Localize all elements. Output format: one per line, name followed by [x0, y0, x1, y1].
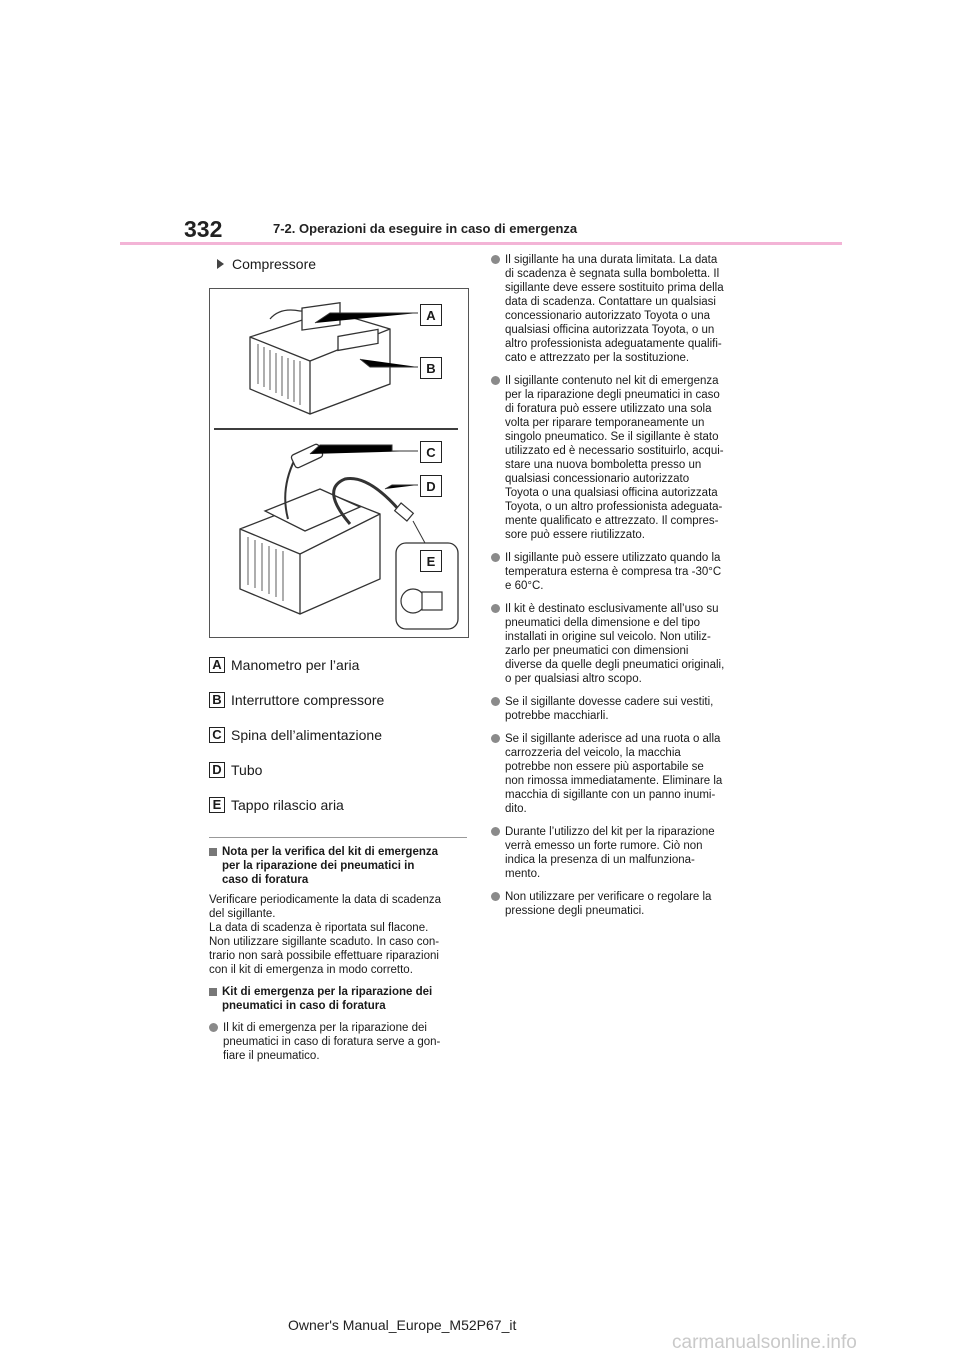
callout-e-label: E: [420, 550, 442, 572]
legend-item: [209, 647, 469, 682]
circle-bullet-icon: [491, 376, 500, 385]
circle-bullet-icon: [209, 1023, 218, 1032]
legend-item: [209, 752, 469, 787]
compressor-drawing: [210, 289, 468, 637]
figure-legend: [209, 647, 469, 822]
legend-letter: C: [209, 727, 225, 743]
footer-manual-id: Owner's Manual_Europe_M52P67_it: [288, 1317, 517, 1333]
circle-bullet-icon: [491, 255, 500, 264]
note-paragraph: Verificare periodicamente la data di scadenza del sigillante. La data di scadenza è riportata sul flacone. Non utilizzare sigillante scaduto. In caso con- trario non sarà possibile effettuare riparazioni con il kit di emergenza in modo corretto.: [209, 894, 442, 976]
circle-bullet-icon: [491, 697, 500, 706]
bullet-item: [491, 732, 761, 816]
legend-letter: A: [209, 657, 225, 673]
bullet-item: [491, 253, 761, 365]
bullet-item: [209, 1021, 469, 1063]
legend-label: Tappo rilascio aria: [231, 796, 344, 813]
header-divider: [120, 242, 842, 245]
callout-c-label: C: [420, 441, 442, 463]
legend-item: [209, 787, 469, 822]
bullet-text: Il sigillante ha una durata limitata. La data di scadenza è segnata sulla bomboletta. Il sigillante deve essere sostituito prima della data di scadenza. Contattare un qualsiasi concessionario autorizzato Toyota o una qualsiasi officina autorizzata Toyota, o un altro professionista adeguatamente qualifi- cato e attrezzato per la sostituzione.: [505, 254, 724, 364]
square-bullet-icon: [209, 848, 217, 856]
bullet-text: Il kit è destinato esclusivamente all’uso su pneumatici della dimensione e del tipo installati in origine sul veicolo. Non utiliz- zarlo per pneumatici con dimensioni diverse da quelle degli pneumatici originali, o per qualsiasi altro scopo.: [505, 603, 725, 685]
legend-letter: B: [209, 692, 225, 708]
section-title: 7-2. Operazioni da eseguire in caso di emergenza: [273, 221, 578, 236]
bullet-item: [491, 602, 761, 686]
callout-d-label: D: [420, 475, 442, 497]
circle-bullet-icon: [491, 827, 500, 836]
bullet-text: Non utilizzare per verificare o regolare la pressione degli pneumatici.: [505, 891, 712, 917]
bullet-text: Il kit di emergenza per la riparazione dei pneumatici in caso di foratura serve a gon- fiare il pneumatico.: [223, 1022, 441, 1062]
square-bullet-icon: [209, 988, 217, 996]
bullet-item: [491, 890, 761, 918]
bullet-item: [491, 551, 761, 593]
triangle-bullet-icon: [217, 259, 224, 269]
page-number: 332: [184, 216, 223, 242]
bullet-item: [491, 825, 761, 881]
note-heading: [209, 845, 469, 887]
circle-bullet-icon: [491, 553, 500, 562]
bullet-text: Il sigillante può essere utilizzato quando la temperatura esterna è compresa tra -30°C e 60°C.: [505, 552, 722, 592]
legend-item: [209, 717, 469, 752]
legend-letter: E: [209, 797, 225, 813]
compressor-illustration: [209, 288, 469, 638]
bullet-text: Se il sigillante aderisce ad una ruota o alla carrozzeria del veicolo, la macchia potrebbe non essere più asportabile se non rimossa immediatamente. Eliminare la macchia di sigillante con un panno inumi- dito.: [505, 733, 723, 815]
legend-label: Manometro per l’aria: [231, 656, 360, 673]
kit-heading-text: Kit di emergenza per la riparazione dei pneumatici in caso di foratura: [222, 986, 433, 1012]
circle-bullet-icon: [491, 734, 500, 743]
legend-label: Spina dell’alimentazione: [231, 726, 382, 743]
legend-label: Tubo: [231, 761, 263, 778]
subheading: [217, 256, 469, 272]
legend-letter: D: [209, 762, 225, 778]
bullet-text: Il sigillante contenuto nel kit di emergenza per la riparazione degli pneumatici in caso di foratura può essere utilizzato una sola volta per riparare temporaneamente un singolo pneumatico. Se il sigillante è stato utilizzato ed è necessario sostituirlo, acqui- stare una nuova bomboletta presso un qualsiasi concessionario autorizzato Toyota o una qualsiasi officina autorizzata Toyota, o un altro professionista adeguata- mente qualificato e attrezzato. Il compres- sore può essere riutilizzato.: [505, 375, 724, 541]
subheading-label: Compressore: [232, 256, 317, 272]
bullet-text: Durante l’utilizzo del kit per la riparazione verrà emesso un forte rumore. Ciò non indica la presenza di un malfunziona- mento.: [505, 826, 715, 880]
bullet-text: Se il sigillante dovesse cadere sui vestiti, potrebbe macchiarli.: [505, 696, 714, 722]
kit-heading: [209, 985, 469, 1013]
legend-item: [209, 682, 469, 717]
circle-bullet-icon: [491, 892, 500, 901]
circle-bullet-icon: [491, 604, 500, 613]
note-heading-text: Nota per la verifica del kit di emergenza per la riparazione dei pneumatici in caso di foratura: [222, 846, 439, 886]
watermark-link[interactable]: carmanualsonline.info: [672, 1332, 857, 1353]
callout-b-label: B: [420, 357, 442, 379]
bullet-item: [491, 374, 761, 542]
note-divider: [209, 837, 467, 838]
left-column: [209, 256, 469, 1063]
bullet-item: [491, 695, 761, 723]
legend-label: Interruttore compressore: [231, 691, 385, 708]
right-column: [491, 253, 761, 918]
callout-a-label: A: [420, 304, 442, 326]
